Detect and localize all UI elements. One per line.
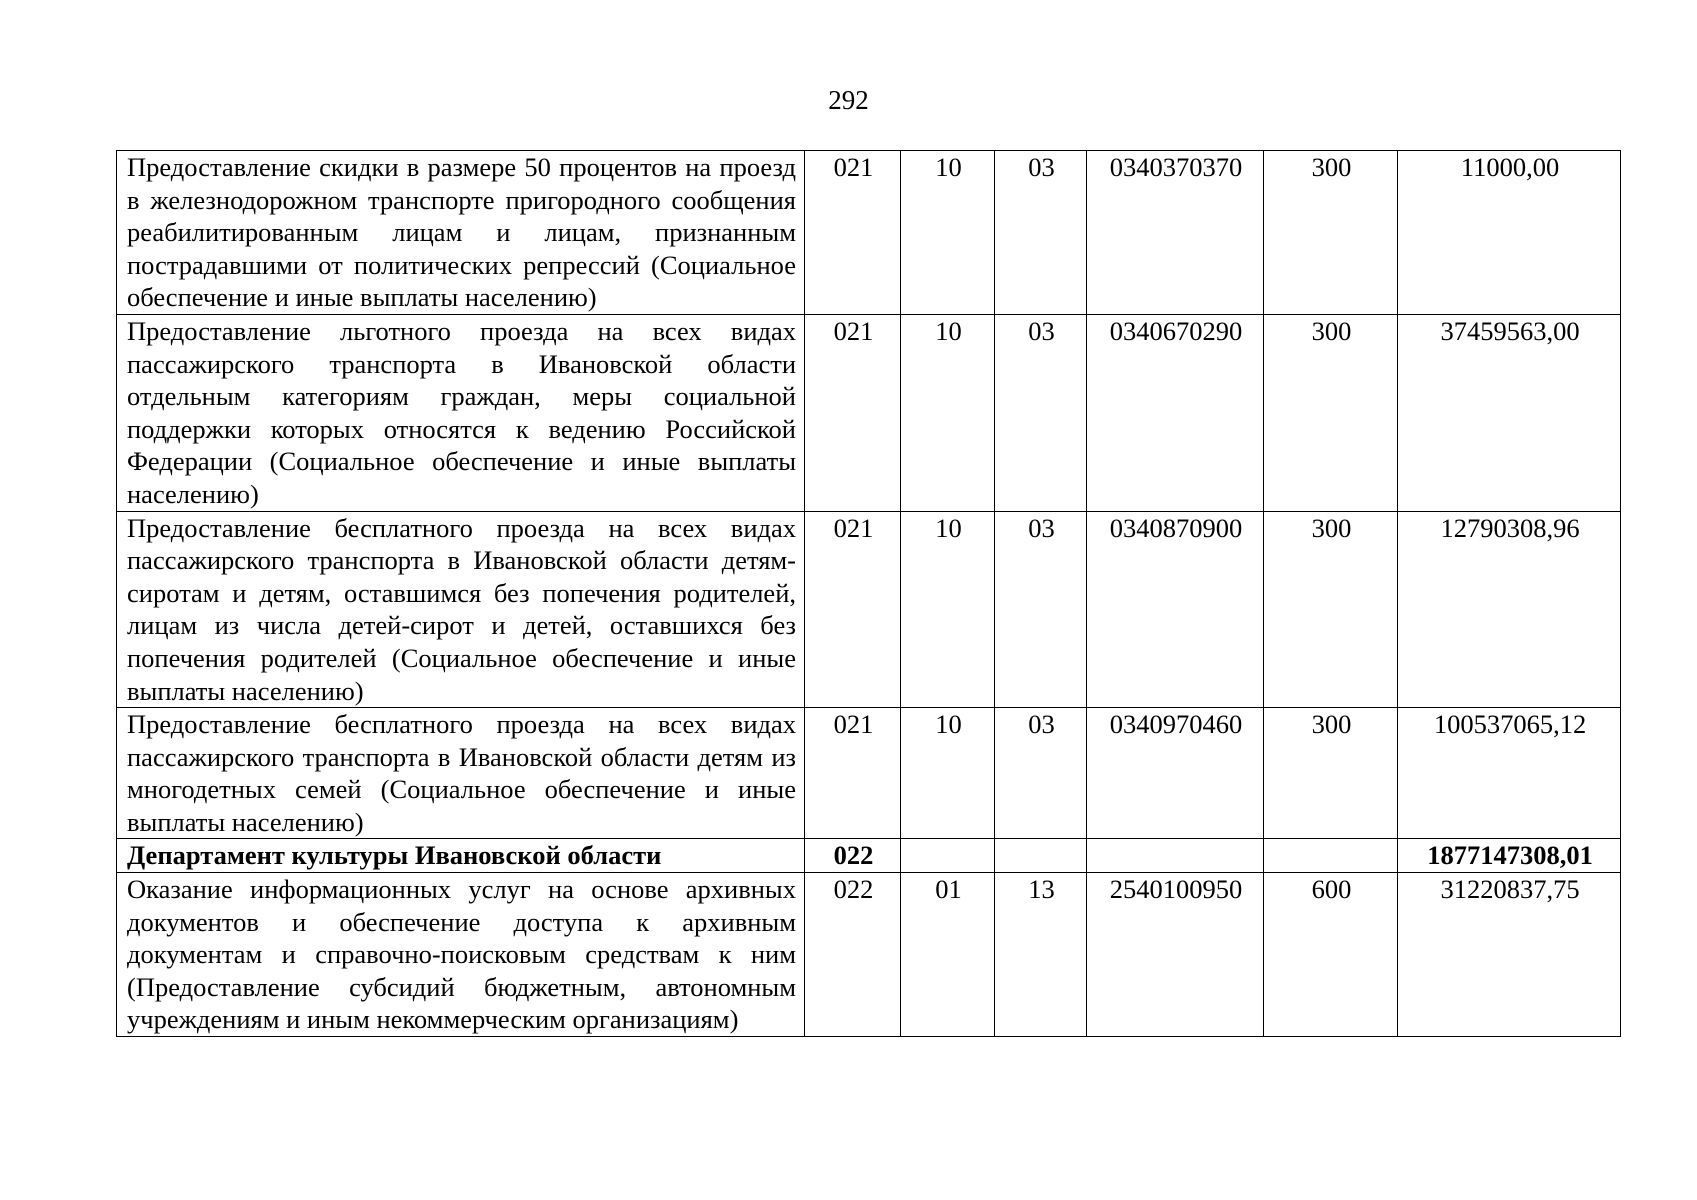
row-target-code bbox=[1087, 839, 1264, 873]
row-description: Предоставление льготного проезда на всех видах пассажирского транспорта в Ивановской области отдельным категориям граждан, меры социальной поддержки которых относятся к ведению Российской Федерации (Социальное обеспечение и иные выплаты населению) bbox=[117, 314, 805, 511]
row-admin-code: 021 bbox=[805, 151, 901, 315]
row-section-code: 10 bbox=[901, 151, 995, 315]
row-subsection-code: 03 bbox=[995, 314, 1087, 511]
budget-table bbox=[116, 150, 1621, 1037]
department-title: Департамент культуры Ивановской области bbox=[117, 839, 805, 873]
table-row bbox=[117, 511, 1621, 708]
row-amount: 31220837,75 bbox=[1398, 873, 1621, 1037]
row-target-code: 0340370370 bbox=[1087, 151, 1264, 315]
row-subsection-code: 13 bbox=[995, 873, 1087, 1037]
table-row bbox=[117, 873, 1621, 1037]
row-expense-type: 300 bbox=[1264, 708, 1398, 839]
row-admin-code: 021 bbox=[805, 511, 901, 708]
row-description: Предоставление бесплатного проезда на всех видах пассажирского транспорта в Ивановской области детям из многодетных семей (Социальное обеспечение и иные выплаты населению) bbox=[117, 708, 805, 839]
row-admin-code: 021 bbox=[805, 708, 901, 839]
table-row-department bbox=[117, 839, 1621, 873]
row-subsection-code: 03 bbox=[995, 511, 1087, 708]
row-section-code bbox=[901, 839, 995, 873]
row-amount: 100537065,12 bbox=[1398, 708, 1621, 839]
row-section-code: 10 bbox=[901, 511, 995, 708]
row-amount: 12790308,96 bbox=[1398, 511, 1621, 708]
row-section-code: 10 bbox=[901, 314, 995, 511]
row-subsection-code bbox=[995, 839, 1087, 873]
table-row bbox=[117, 314, 1621, 511]
row-target-code: 0340870900 bbox=[1087, 511, 1264, 708]
row-expense-type: 300 bbox=[1264, 151, 1398, 315]
row-expense-type bbox=[1264, 839, 1398, 873]
page-number: 292 bbox=[828, 85, 869, 115]
department-total-amount: 1877147308,01 bbox=[1398, 839, 1621, 873]
row-section-code: 10 bbox=[901, 708, 995, 839]
row-subsection-code: 03 bbox=[995, 151, 1087, 315]
row-subsection-code: 03 bbox=[995, 708, 1087, 839]
row-expense-type: 300 bbox=[1264, 511, 1398, 708]
row-target-code: 0340670290 bbox=[1087, 314, 1264, 511]
row-target-code: 0340970460 bbox=[1087, 708, 1264, 839]
row-target-code: 2540100950 bbox=[1087, 873, 1264, 1037]
row-admin-code: 021 bbox=[805, 314, 901, 511]
row-section-code: 01 bbox=[901, 873, 995, 1037]
row-admin-code: 022 bbox=[805, 873, 901, 1037]
row-amount: 11000,00 bbox=[1398, 151, 1621, 315]
row-description: Предоставление скидки в размере 50 процентов на проезд в железнодорожном транспорте пригородного сообщения реабилитированным лицам и лицам, признанным пострадавшими от политических репрессий (Социальное обеспечение и иные выплаты населению) bbox=[117, 151, 805, 315]
department-admin-code: 022 bbox=[805, 839, 901, 873]
row-description: Оказание информационных услуг на основе архивных документов и обеспечение доступа к архивным документам и справочно-поисковым средствам к ним (Предоставление субсидий бюджетным, автономным учреждениям и иным некоммерческим организациям) bbox=[117, 873, 805, 1037]
table-row bbox=[117, 151, 1621, 315]
row-expense-type: 600 bbox=[1264, 873, 1398, 1037]
row-description: Предоставление бесплатного проезда на всех видах пассажирского транспорта в Ивановской области детям-сиротам и детям, оставшимся без попечения родителей, лицам из числа детей-сирот и детей, оставшихся без попечения родителей (Социальное обеспечение и иные выплаты населению) bbox=[117, 511, 805, 708]
row-amount: 37459563,00 bbox=[1398, 314, 1621, 511]
row-expense-type: 300 bbox=[1264, 314, 1398, 511]
table-row bbox=[117, 708, 1621, 839]
